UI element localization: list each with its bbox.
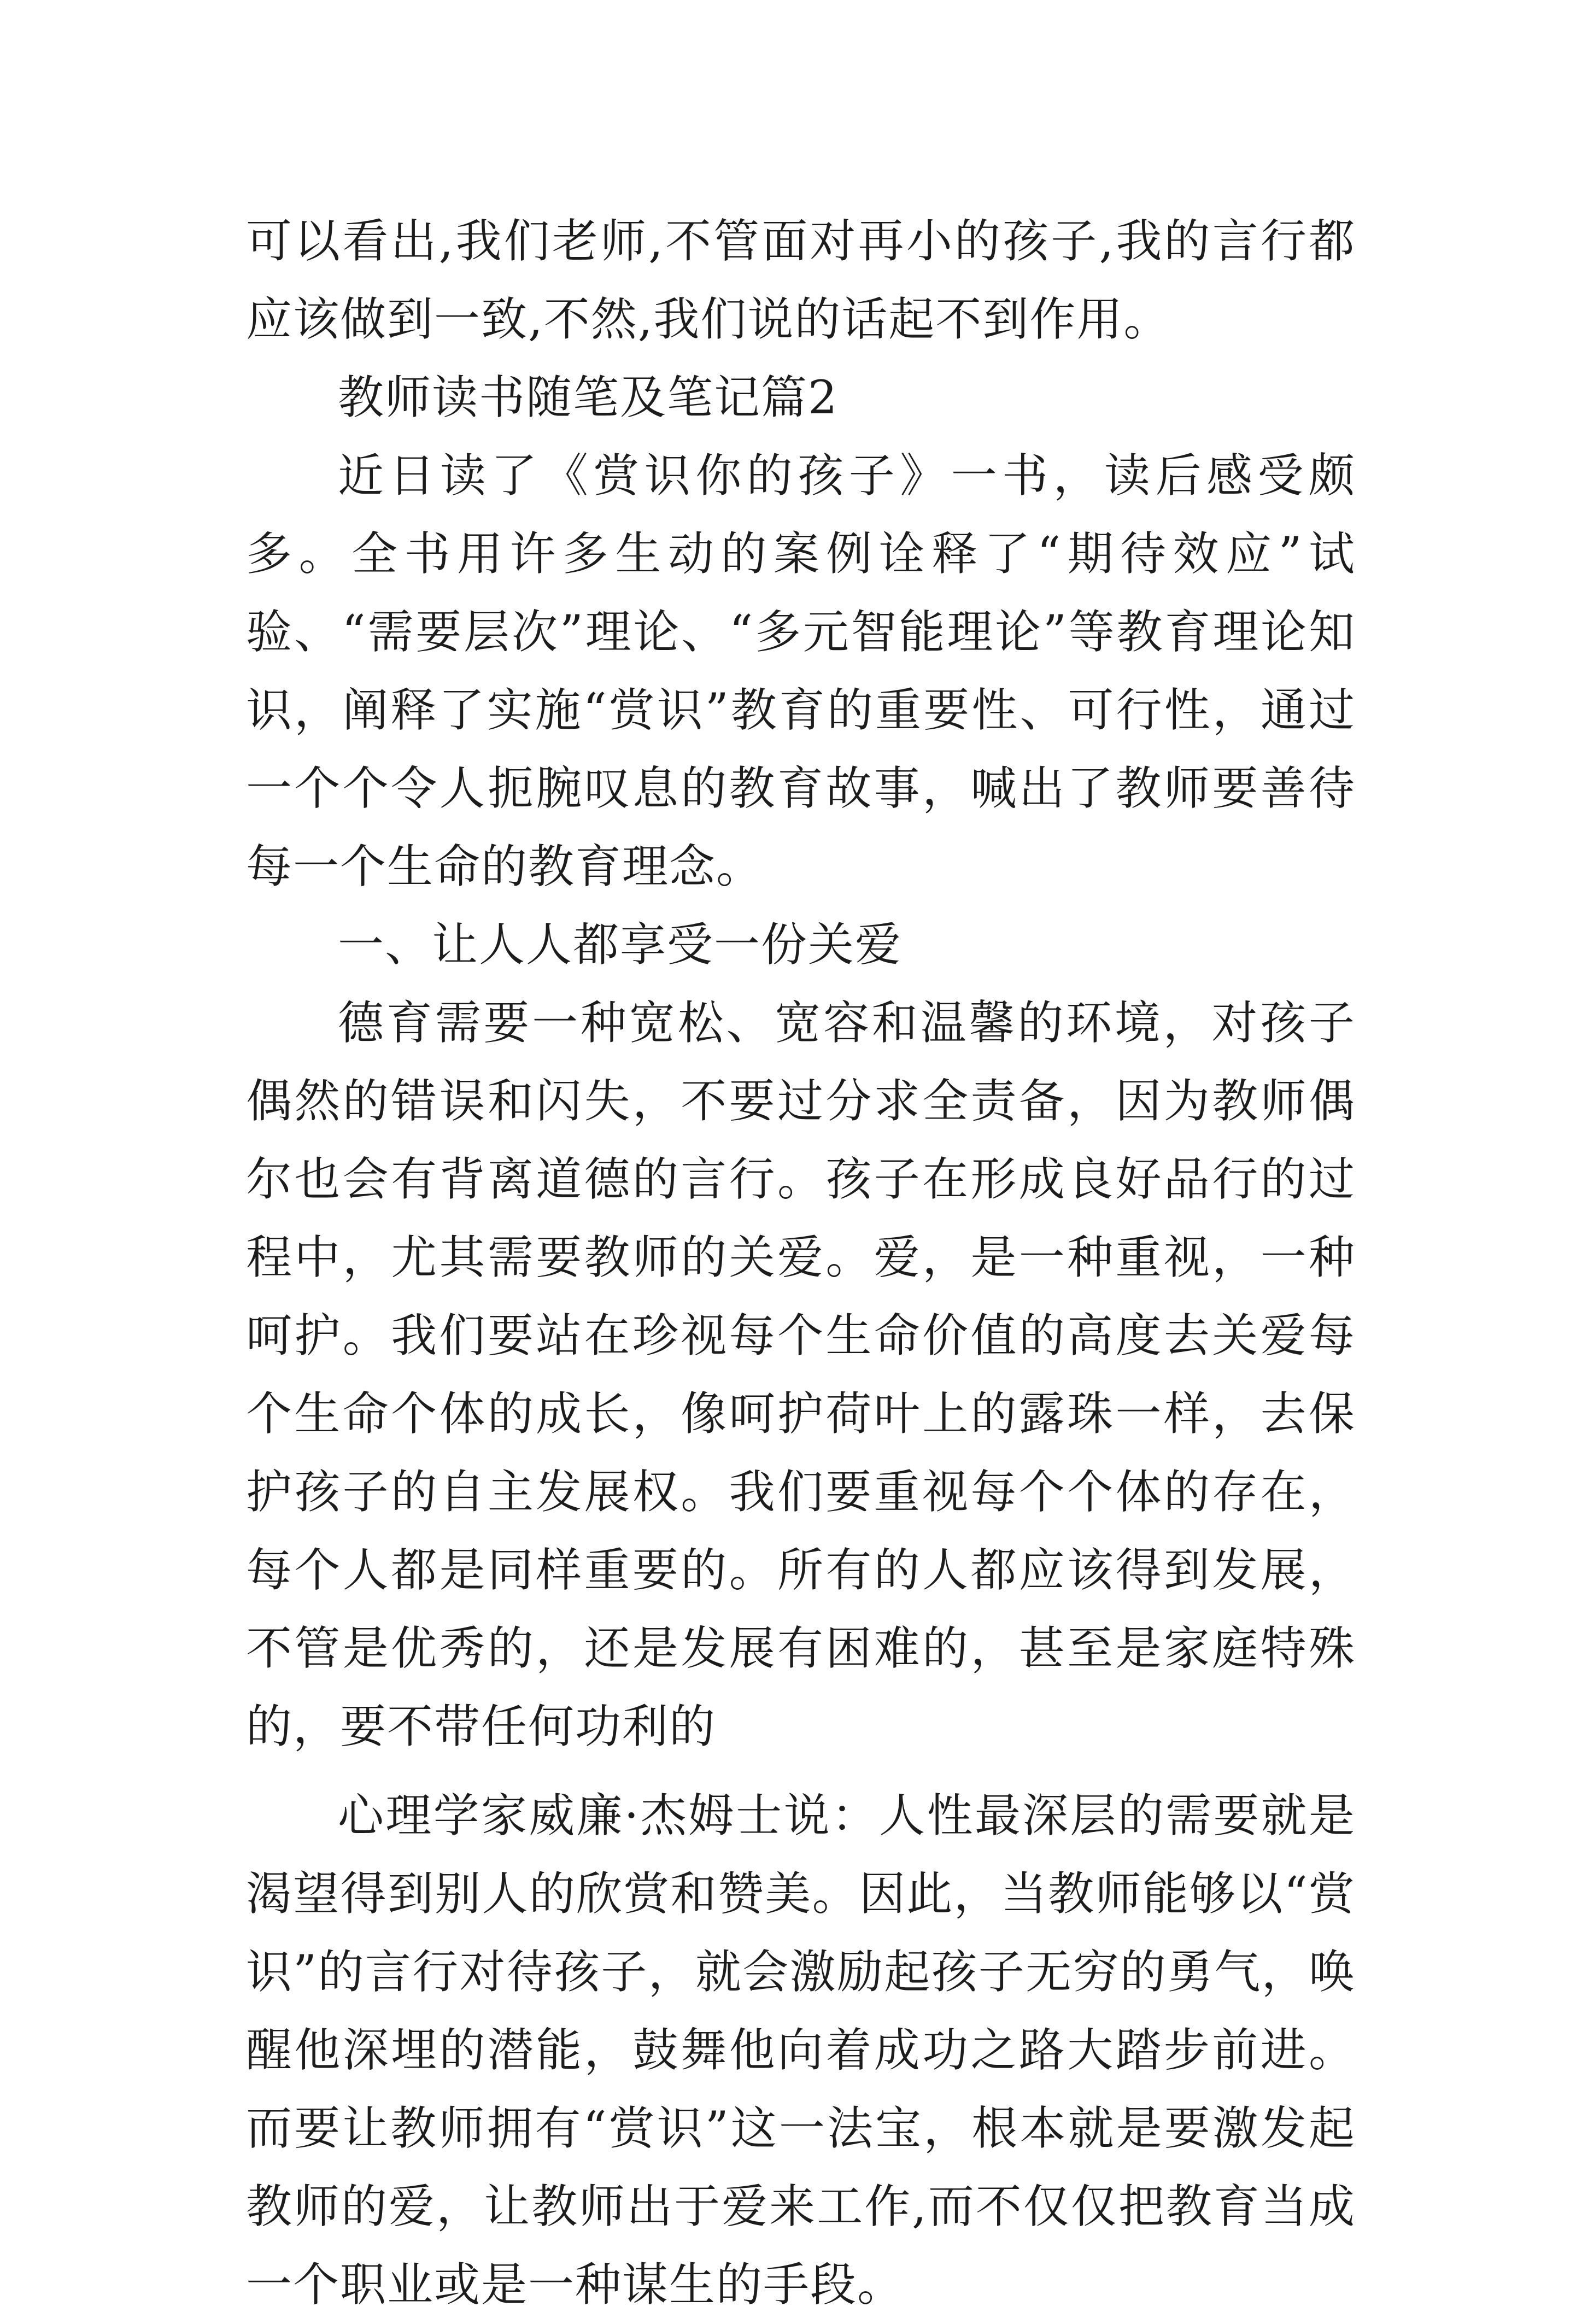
section-title: 教师读书随笔及笔记篇2 bbox=[338, 371, 839, 424]
paragraph: 心理学家威廉·杰姆士说：人性最深层的需要就是渴望得到别人的欣赏和赞美。因此，当教师能够以“赏识”的言行对待孩子，就会激励起孩子无穷的勇气，唤醒他深埋的潜能，鼓舞他向着成功之路大踏步前进。而要让教师拥有“赏识”这一法宝，根本就是要激发起教师的爱，让教师出于爱来工作,而不仅仅把教育当成一个职业或是一种谋生的手段。 bbox=[246, 1789, 1356, 2311]
section-heading: 一、让人人都享受一份关爱 bbox=[338, 918, 903, 971]
paragraph: 近日读了《赏识你的孩子》一书，读后感受颇多。全书用许多生动的案例诠释了“期待效应”试验、“需要层次”理论、“多元智能理论”等教育理论知识，阐释了实施“赏识”教育的重要性、可行性，通过一个个令人扼腕叹息的教育故事，喊出了教师要善待每一个生命的教育理念。 bbox=[246, 449, 1356, 893]
paragraph: 德育需要一种宽松、宽容和温馨的环境，对孩子偶然的错误和闪失，不要过分求全责备，因为教师偶尔也会有背离道德的言行。孩子在形成良好品行的过程中，尤其需要教师的关爱。爱，是一种重视，一种呵护。我们要站在珍视每个生命价值的高度去关爱每个生命个体的成长，像呵护荷叶上的露珠一样，去保护孩子的自主发展权。我们要重视每个个体的存在，每个人都是同样重要的。所有的人都应该得到发展，不管是优秀的，还是发展有困难的，甚至是家庭特殊的，要不带任何功利的 bbox=[246, 996, 1356, 1753]
paragraph: 可以看出,我们老师,不管面对再小的孩子,我的言行都应该做到一致,不然,我们说的话起不到作用。 bbox=[246, 214, 1356, 346]
document-body bbox=[246, 202, 1356, 2324]
